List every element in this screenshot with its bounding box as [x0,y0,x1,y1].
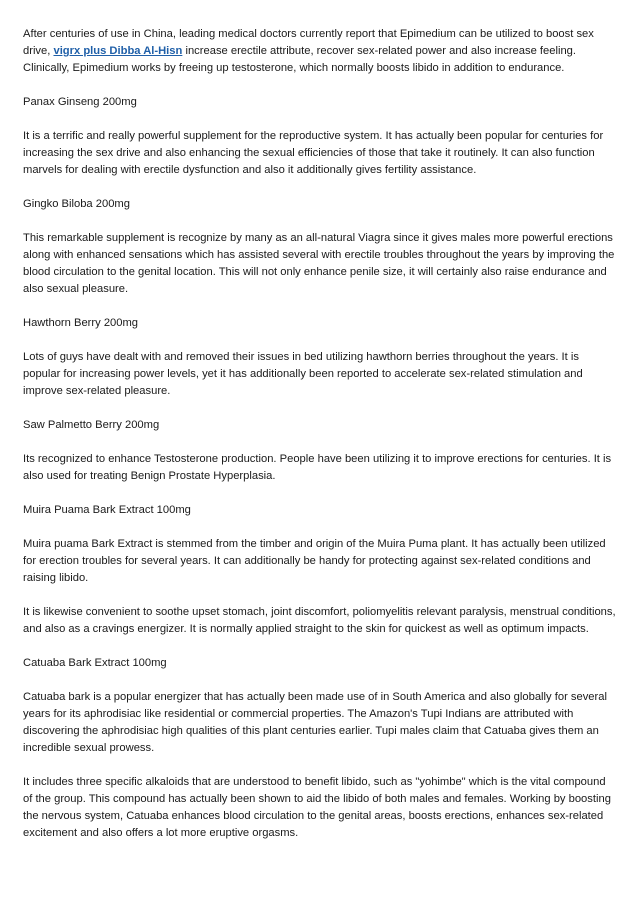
body-paragraph: It is likewise convenient to soothe upset stomach, joint discomfort, poliomyelitis relevant paralysis, menstrual conditions, and also as a cravings energizer. It is normally applied straight to the skin for quickest as well as optimum impacts. [23,606,616,635]
body-paragraph: This remarkable supplement is recognize by many as an all-natural Viagra since it gives males more powerful erections along with enhanced sensations which has assisted several with erectile troubles throughout the years by improving the blood circulation to the genital location. This will not only enhance penile size, it will certainly also raise endurance and also sexual pleasure. [23,232,615,295]
section-heading-panax-ginseng: Panax Ginseng 200mg [23,96,137,108]
vigrx-plus-link[interactable]: vigrx plus Dibba Al-Hisn [53,45,183,57]
section-heading-catuaba-bark: Catuaba Bark Extract 100mg [23,657,167,669]
intro-text-after: increase erectile attribute, recover sex-related power and also increase feeling. Clinically, Epimedium works by freeing up testosterone, which normally boosts libido in addition to endurance. [23,45,576,74]
section-heading-muira-puama: Muira Puama Bark Extract 100mg [23,504,191,516]
body-paragraph: Muira puama Bark Extract is stemmed from the timber and origin of the Muira Puma plant. It has actually been utilized for erection troubles for several years. It can additionally be handy for protecting against sex-related conditions and raising libido. [23,538,606,584]
intro-text-before: After centuries of use in China, leading medical doctors currently report that Epimedium can be utilized to boost sex drive, [23,28,594,57]
body-paragraph: Its recognized to enhance Testosterone production. People have been utilizing it to improve erections for centuries. It is also used for treating Benign Prostate Hyperplasia. [23,453,612,482]
section-heading-gingko-biloba: Gingko Biloba 200mg [23,198,130,210]
body-paragraph: Catuaba bark is a popular energizer that has actually been made use of in South America and also globally for several years for its aphrodisiac like residential or commercial properties. The Amazon's Tupi Indians are attributed with discovering the aphrodisiac high qualities of this plant centuries earlier. Tupi males claim that Catuaba gives them an incredible sexual prowess. [23,691,607,754]
body-paragraph: It is a terrific and really powerful supplement for the reproductive system. It has actually been popular for centuries for increasing the sex drive and also enhancing the sexual efficiencies of those that take it routinely. It can also function marvels for dealing with erectile dysfunction and also it additionally gives fertility assistance. [23,130,604,176]
section-heading-saw-palmetto: Saw Palmetto Berry 200mg [23,419,160,431]
intro-paragraph [23,26,616,77]
body-paragraph: It includes three specific alkaloids that are understood to benefit libido, such as "yohimbe" which is the vital compound of the group. This compound has actually been shown to aid the libido of both males and females. Working by boosting the nervous system, Catuaba enhances blood circulation to the genital areas, boosts erections, enhances sex-related excitement and also offers a lot more eruptive orgasms. [23,776,611,839]
section-heading-hawthorn-berry: Hawthorn Berry 200mg [23,317,139,329]
body-paragraph: Lots of guys have dealt with and removed their issues in bed utilizing hawthorn berries throughout the years. It is popular for increasing power levels, yet it has additionally been reported to accelerate sex-related stimulation and improve sex-related pleasure. [23,351,583,397]
